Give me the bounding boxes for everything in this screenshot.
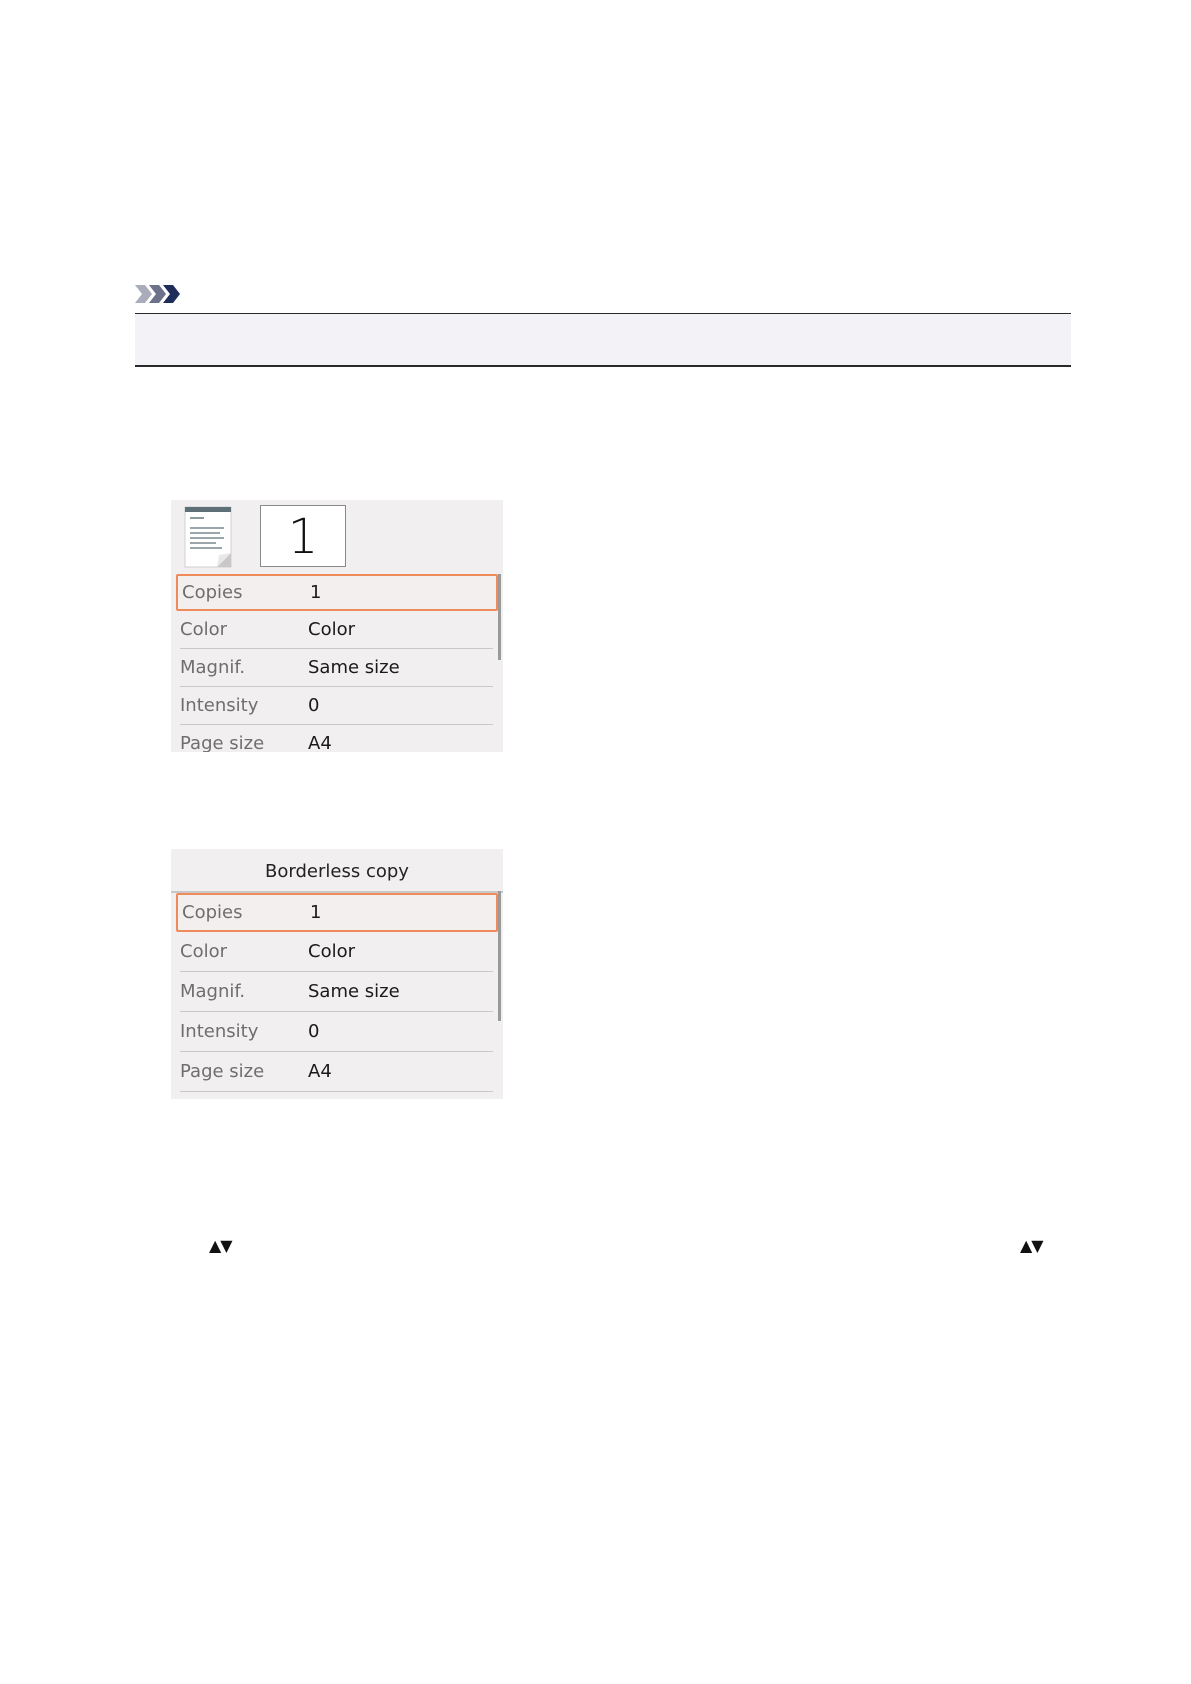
- setting-value: 1: [310, 582, 322, 603]
- setting-value: Color: [308, 619, 355, 640]
- setting-label: Copies: [182, 582, 243, 603]
- setting-value: Same size: [308, 981, 400, 1002]
- copy-standby-screen: [171, 500, 503, 752]
- setting-label: Color: [180, 619, 227, 640]
- setting-row-page-size[interactable]: [180, 1052, 493, 1092]
- panel-header: [171, 500, 503, 574]
- setting-label: Intensity: [180, 695, 259, 716]
- setting-value: 0: [308, 695, 320, 716]
- setting-label: Copies: [182, 902, 243, 923]
- settings-list: [171, 893, 503, 1092]
- setting-row-copies[interactable]: [176, 574, 498, 611]
- setting-label: Page size: [180, 1061, 265, 1082]
- copies-count-display[interactable]: 1: [260, 505, 346, 567]
- screen-title: Borderless copy: [171, 849, 503, 893]
- setting-row-color[interactable]: [180, 932, 493, 972]
- settings-list: [171, 574, 503, 752]
- setting-row-copies[interactable]: [176, 893, 498, 932]
- setting-row-magnification[interactable]: [180, 649, 493, 687]
- document-preview-icon: [183, 505, 235, 569]
- setting-value: Color: [308, 941, 355, 962]
- setting-label: Magnif.: [180, 657, 246, 678]
- setting-label: Page size: [180, 733, 265, 752]
- setting-value: 0: [308, 1021, 320, 1042]
- setting-value: A4: [308, 733, 332, 752]
- up-down-arrow-icon: ▲▼: [209, 1236, 232, 1255]
- setting-row-magnification[interactable]: [180, 972, 493, 1012]
- setting-row-intensity[interactable]: [180, 687, 493, 725]
- up-down-arrow-icon: ▲▼: [1020, 1236, 1043, 1255]
- note-icon: [135, 283, 185, 305]
- setting-row-color[interactable]: [180, 611, 493, 649]
- setting-label: Intensity: [180, 1021, 259, 1042]
- setting-value: A4: [308, 1061, 332, 1082]
- setting-row-intensity[interactable]: [180, 1012, 493, 1052]
- note-box: [135, 313, 1071, 367]
- borderless-copy-screen: [171, 849, 503, 1099]
- setting-label: Color: [180, 941, 227, 962]
- setting-value: 1: [310, 902, 322, 923]
- setting-value: Same size: [308, 657, 400, 678]
- setting-row-page-size[interactable]: [180, 725, 493, 752]
- setting-label: Magnif.: [180, 981, 246, 1002]
